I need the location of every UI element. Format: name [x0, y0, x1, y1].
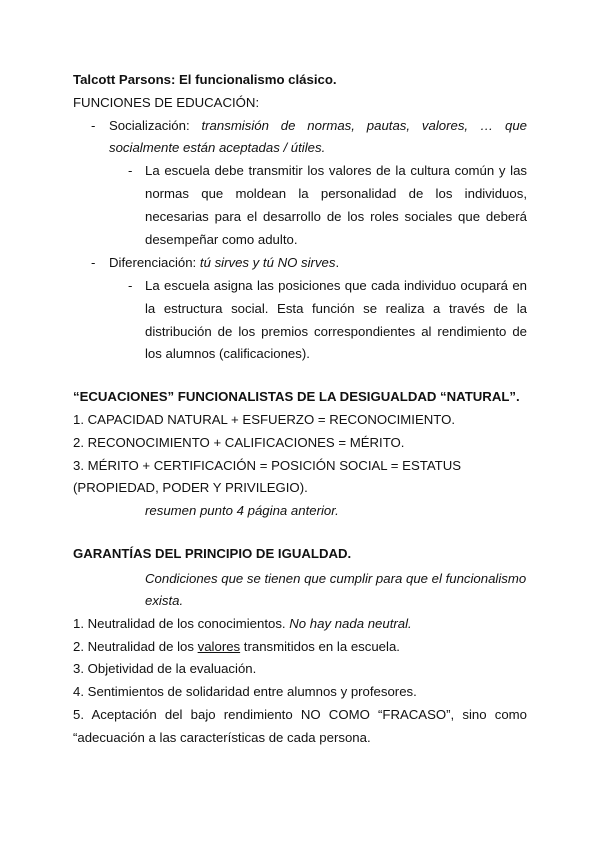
socializacion-line-1: [109, 118, 527, 134]
garantia-item-1-comment: No hay nada neutral.: [289, 616, 412, 631]
section-title-parsons: Talcott Parsons: El funcionalismo clásico.: [73, 72, 337, 87]
socializacion-detail-line: La escuela debe transmitir los valores de la cultura común y las: [145, 163, 527, 178]
socializacion-definition-part-2: socialmente están aceptadas / útiles.: [109, 140, 326, 155]
garantias-intro-line: Condiciones que se tienen que cumplir para que el funcionalismo: [145, 571, 527, 586]
garantia-item-2-underlined: valores: [197, 639, 241, 654]
section-title-ecuaciones: “ECUACIONES” FUNCIONALISTAS DE LA DESIGUALDAD “NATURAL”.: [73, 389, 520, 404]
garantia-item-3: 3. Objetividad de la evaluación.: [73, 661, 257, 676]
equation-line: 3. MÉRITO + CERTIFICACIÓN = POSICIÓN SOCIAL = ESTATUS: [73, 458, 462, 473]
garantia-item-2-before: 2. Neutralidad de los: [73, 639, 198, 654]
garantia-item-4: 4. Sentimientos de solidaridad entre alumnos y profesores.: [73, 684, 417, 699]
garantia-item-1: [73, 616, 412, 632]
diferenciacion-detail-line: los alumnos (calificaciones).: [145, 346, 310, 361]
garantia-item-5-line-2: “adecuación a las características de cada persona.: [73, 730, 371, 745]
diferenciacion-line: [109, 255, 339, 271]
diferenciacion-label: Diferenciación:: [109, 255, 197, 270]
bullet-dash: -: [91, 255, 96, 270]
equations-note: resumen punto 4 página anterior.: [145, 503, 339, 518]
bullet-dash: -: [91, 118, 96, 133]
garantia-item-2: [73, 639, 400, 655]
diferenciacion-detail-line: La escuela asigna las posiciones que cada individuo ocupará en: [145, 278, 527, 293]
garantias-intro-line: exista.: [145, 593, 184, 608]
equation-line: 1. CAPACIDAD NATURAL + ESFUERZO = RECONOCIMIENTO.: [73, 412, 456, 427]
diferenciacion-detail-line: la estructura social. Esta función se realiza a través de la: [145, 301, 527, 316]
garantia-item-2-after: transmitidos en la escuela.: [240, 639, 400, 654]
socializacion-definition-part-1: transmisión de normas, pautas, valores, … que: [201, 118, 527, 133]
equation-line: (PROPIEDAD, PODER Y PRIVILEGIO).: [73, 480, 308, 495]
socializacion-detail-line: desempeñar como adulto.: [145, 232, 298, 247]
bullet-dash: -: [128, 163, 133, 178]
diferenciacion-period: .: [335, 255, 340, 270]
diferenciacion-definition: tú sirves y tú NO sirves: [199, 255, 336, 270]
section-subtitle-funciones: FUNCIONES DE EDUCACIÓN:: [73, 95, 260, 110]
socializacion-label: Socialización:: [109, 118, 190, 133]
garantia-item-1-text: 1. Neutralidad de los conocimientos.: [73, 616, 286, 631]
section-title-garantias: GARANTÍAS DEL PRINCIPIO DE IGUALDAD.: [73, 546, 352, 561]
socializacion-detail-line: necesarias para el desarrollo de los roles sociales que deberá: [145, 209, 527, 224]
equation-line: 2. RECONOCIMIENTO + CALIFICACIONES = MÉRITO.: [73, 435, 405, 450]
socializacion-detail-line: normas que moldean la personalidad de los individuos,: [145, 186, 527, 201]
bullet-dash: -: [128, 278, 133, 293]
garantia-item-5-line-1: 5. Aceptación del bajo rendimiento NO COMO “FRACASO”, sino como: [73, 707, 527, 722]
diferenciacion-detail-line: distribución de los premios correspondientes al rendimiento de: [145, 324, 527, 339]
